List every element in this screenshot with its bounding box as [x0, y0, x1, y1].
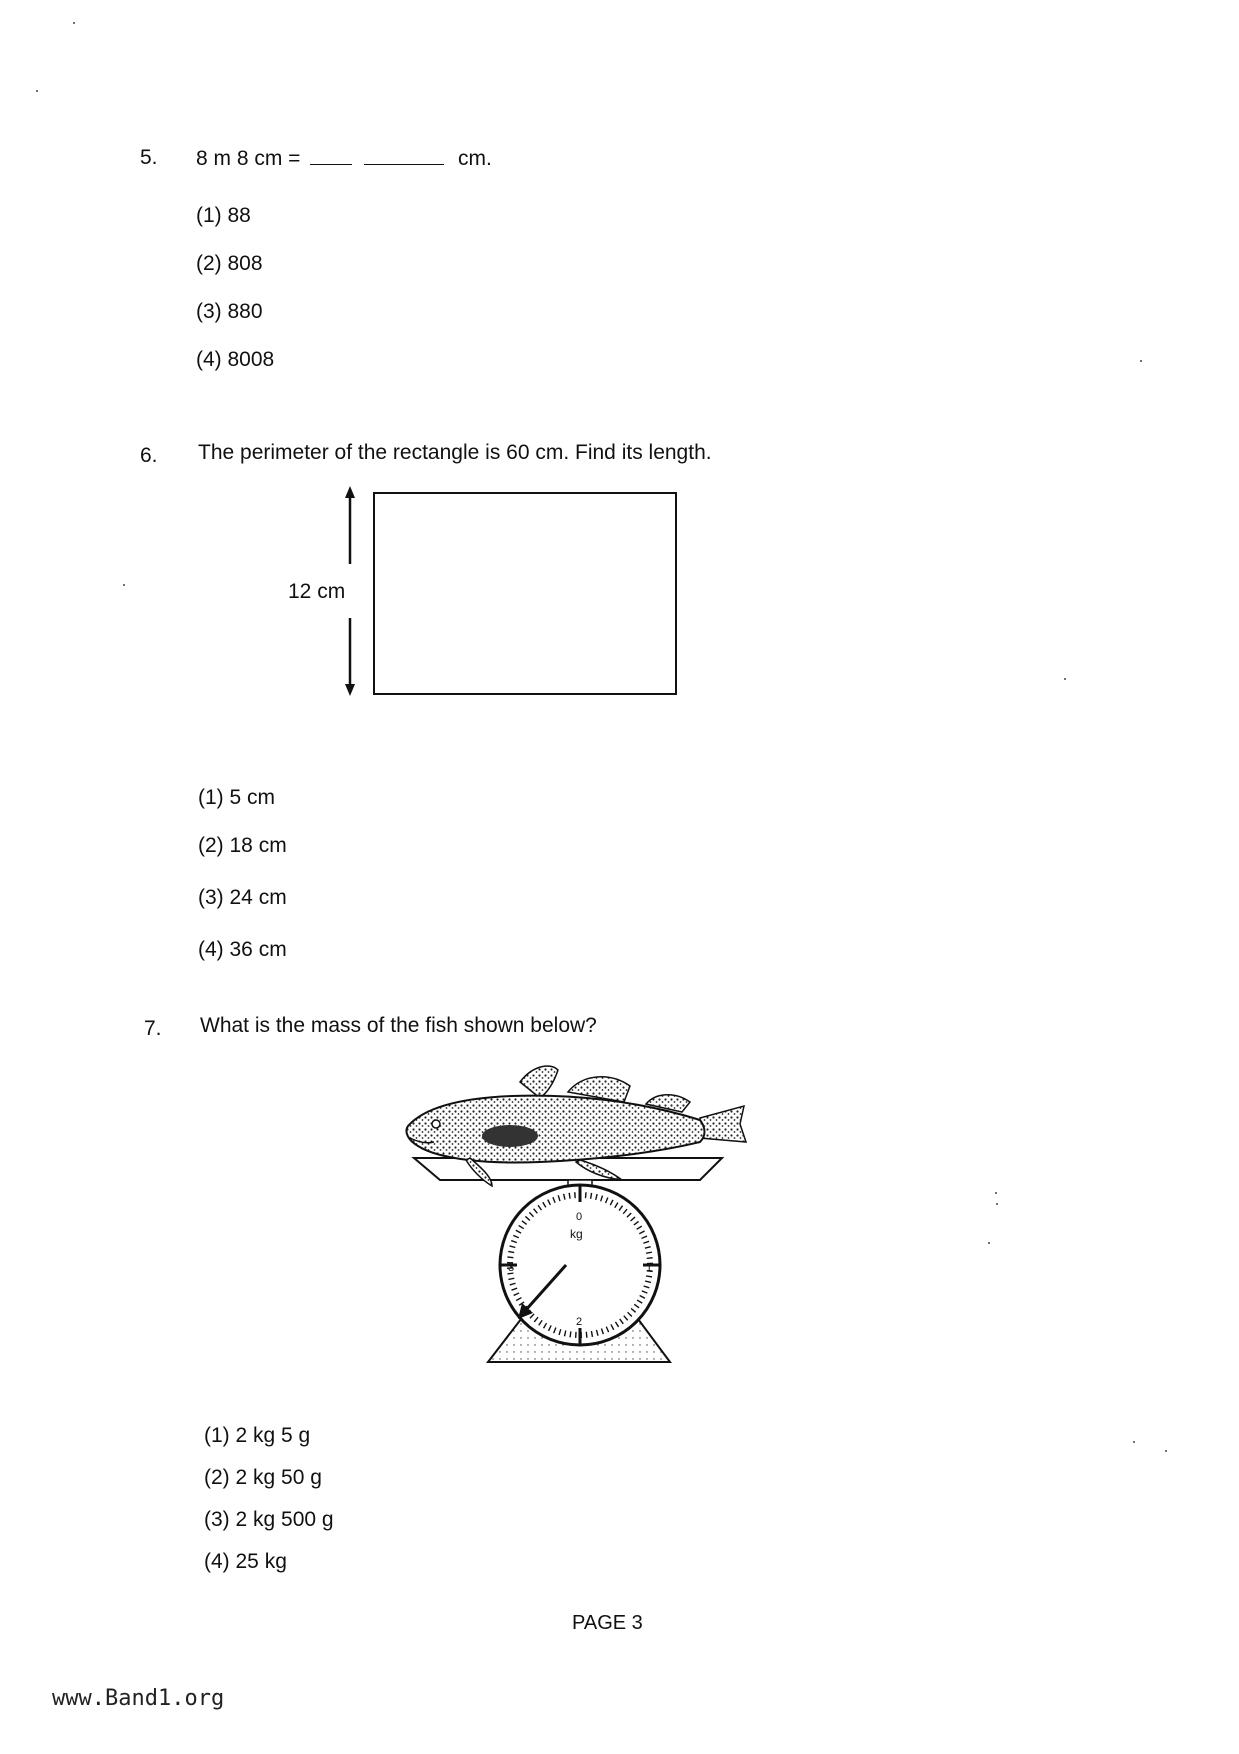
- rectangle-height-label: 12 cm: [288, 580, 346, 603]
- question-7-option-3: (3) 2 kg 500 g: [204, 1508, 334, 1531]
- dial-label-1: 1: [646, 1262, 653, 1274]
- question-7-option-1: (1) 2 kg 5 g: [204, 1424, 311, 1447]
- question-7-stem: What is the mass of the fish shown below?: [200, 1014, 597, 1037]
- question-7-option-2: (2) 2 kg 50 g: [204, 1466, 322, 1489]
- question-5-stem-text: 8 m 8 cm =: [196, 147, 301, 170]
- question-6-option-4: (4) 36 cm: [198, 938, 287, 961]
- scan-speck: [1165, 1450, 1167, 1452]
- question-5-option-1: (1) 88: [196, 204, 251, 227]
- question-7-number: 7.: [144, 1017, 162, 1040]
- scan-speck: [1140, 360, 1142, 362]
- question-7-option-4: (4) 25 kg: [204, 1550, 287, 1573]
- page-number: PAGE 3: [572, 1612, 643, 1634]
- rectangle-figure: [330, 480, 690, 700]
- dial-label-3: 3: [508, 1262, 515, 1274]
- dial-label-2: 2: [576, 1316, 583, 1328]
- question-6-number: 6.: [140, 444, 158, 467]
- height-arrow: [345, 486, 355, 696]
- question-6-option-2: (2) 18 cm: [198, 834, 287, 857]
- dial-unit-label: kg: [570, 1227, 583, 1241]
- question-6-option-3: (3) 24 cm: [198, 886, 287, 909]
- question-6-stem: The perimeter of the rectangle is 60 cm. Find its length.: [198, 441, 712, 464]
- question-5-unit: cm.: [457, 147, 492, 170]
- answer-blank: [310, 146, 352, 165]
- website-watermark: www.Band1.org: [52, 1686, 225, 1711]
- scan-speck: [1064, 678, 1066, 680]
- question-6-option-1: (1) 5 cm: [198, 786, 276, 809]
- scan-speck: [123, 584, 125, 586]
- scan-speck: [36, 90, 38, 92]
- question-5-option-4: (4) 8008: [196, 348, 275, 371]
- scan-speck: [988, 1242, 990, 1244]
- rectangle-shape: [374, 493, 676, 694]
- scan-speck: [73, 22, 75, 24]
- answer-blank: [364, 146, 444, 165]
- scan-speck: [1133, 1441, 1135, 1443]
- fish-on-scale-figure: [400, 1062, 790, 1382]
- scan-speck: [996, 1203, 998, 1205]
- question-5-option-3: (3) 880: [196, 300, 263, 323]
- question-5-option-2: (2) 808: [196, 252, 263, 275]
- dial-label-0: 0: [576, 1211, 583, 1223]
- question-5-number: 5.: [140, 146, 158, 169]
- question-5-stem: [196, 146, 492, 171]
- scan-speck: [995, 1192, 997, 1194]
